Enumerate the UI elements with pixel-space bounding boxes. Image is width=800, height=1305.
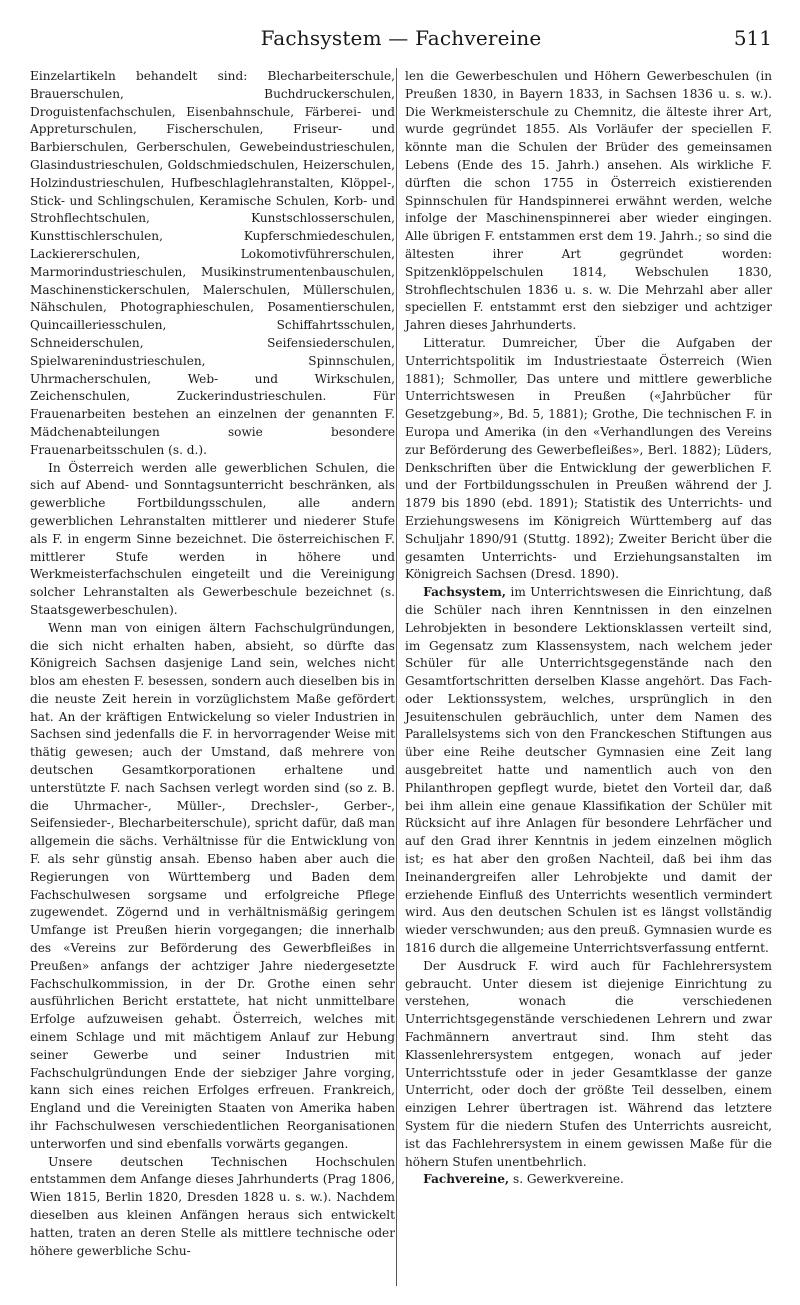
- paragraph-text: im Unterrichtswesen die Einrichtung, daß die Schüler nach ihren Kenntnissen in den einzelnen Lehrobjekten in besondere Lektionsklassen verteilt sind, im Gegensatz zum Klassensystem, nach welchem jeder Schüler für alle Unterrichtsgegenstände nach den Gesamtfortschritten derselben Klasse angehört. Das Fach- oder Lektionssystem, welches, ursprünglich in den Jesuitenschulen gebräuchlich, unter dem Namen des Parallelsystems sich von den Franckeschen Stiftungen aus über eine Reihe deutscher Gymnasien eine Zeit lang ausgebreitet hatte und namentlich auch von den Philanthropen gepflegt wurde, bietet den Vorteil dar, daß bei ihm allein eine genaue Klassifikation der Schüler mit Rücksicht auf ihre Anlagen für besondere Lehrfächer und auf den Grad ihrer Kenntnis in jedem einzelnen möglich ist; es hat aber den großen Nachteil, daß bei ihm das Ineinandergreifen aller Lehrobjekte und damit der erziehende Einfluß des Unterrichts wesentlich vermindert wird. Aus den deutschen Schulen ist es längst vollständig wieder verschwunden; aus den preuß. Gymnasien wurde es 1816 durch die allgemeine Unterrichtsverfassung entfernt.: [405, 585, 772, 956]
- paragraph-text: len die Gewerbeschulen und Höhern Gewerbeschulen (in Preußen 1830, in Bayern 1833, in Sachsen 1836 u. s. w.). Die Werkmeisterschule zu Chemnitz, die älteste ihrer Art, wurde gegründet 1855. Als Vorläufer der speciellen F. könnte man die Schulen der Brüder des gemeinsamen Lebens (Ende des 15. Jahrh.) ansehen. Als wirkliche F. dürften die schon 1755 in Österreich existierenden Spinnschulen für Handspinnerei erwähnt werden, welche infolge der Maschinenspinnerei aber wieder eingingen. Alle übrigen F. entstammen erst dem 19. Jahrh.; so sind die ältesten ihrer Art gegründet worden: Spitzenklöppelschulen 1814, Webschulen 1830, Strohflechtschulen 1836 u. s. w. Die Mehrzahl aber aller speciellen F. entstammt erst den siebziger und achtziger Jahren dieses Jahrhunderts.: [405, 69, 772, 333]
- column-divider: [396, 68, 397, 1286]
- paragraph-text: Litteratur. Dumreicher, Über die Aufgaben der Unterrichtspolitik im Industriestaate Österreich (Wien 1881); Schmoller, Das untere und mittlere gewerbliche Unterrichtswesen in Preußen («Jahrbücher für Gesetzgebung», Bd. 5, 1881); Grothe, Die technischen F. in Europa und Amerika (in den «Verhandlungen des Vereins zur Beförderung des Gewerbefleißes», Berl. 1882); Lüders, Denkschriften über die Entwicklung der gewerblichen F. und der Fortbildungsschulen in Preußen während der J. 1879 bis 1890 (ebd. 1891); Statistik des Unterrichts- und Erziehungswesens im Königreich Württemberg auf das Schuljahr 1890/91 (Stuttg. 1892); Zweiter Bericht über die gesamten Unterrichts- und Erziehungsanstalten im Königreich Sachsen (Dresd. 1890).: [405, 335, 772, 582]
- left-column: [30, 68, 395, 1260]
- paragraph: [30, 68, 395, 460]
- entry-headword: Fachvereine,: [423, 1172, 510, 1187]
- paragraph-text: In Österreich werden alle gewerblichen Schulen, die sich auf Abend- und Sonntagsunterricht beschränken, als gewerbliche Fortbildungsschulen, alle andern gewerblichen Lehranstalten mittlerer und niederer Stufe als F. in engerm Sinne bezeichnet. Die österreichischen F. mittlerer Stufe werden in höhere und Werkmeisterfachschulen eingeteilt und die Vereinigung solcher Lehranstalten als Gewerbeschule bezeichnet (s. Staatsgewerbeschulen).: [30, 460, 395, 617]
- paragraph-text: Unsere deutschen Technischen Hochschulen entstammen dem Anfange dieses Jahrhunderts (Prag 1806, Wien 1815, Berlin 1820, Dresden 1828 u. s. w.). Nachdem dieselben aus kleinen Anfängen heraus sich entwickelt hatten, traten an deren Stelle als mittlere technische oder höhere gewerbliche Schu-: [30, 1154, 395, 1258]
- paragraph: [30, 1154, 395, 1261]
- cross-reference: s. Gewerkvereine.: [509, 1172, 624, 1187]
- paragraph-text: Einzelartikeln behandelt sind: Blecharbeiterschule, Brauerschulen, Buchdruckerschulen, Droguistenfachschulen, Eisenbahnschule, Färberei- und Appreturschulen, Fischerschulen, Friseur- und Barbierschulen, Gerberschulen, Gewebeindustrieschulen, Glasindustrieschulen, Goldschmiedschulen, Heizerschulen, Holzindustrieschulen, Hufbeschlaglehranstalten, Klöppel-, Stick- und Schlingschulen, Keramische Schulen, Korb- und Strohflechtschulen, Kunstschlosserschulen, Kunsttischlerschulen, Kupferschmiedeschulen, Lackiererschulen, Lokomotivführerschulen, Marmorindustrieschulen, Musikinstrumentenbauschulen, Maschinenstickerschulen, Malerschulen, Müllerschulen, Nähschulen, Photographieschulen, Posamentierschulen, Quincailleriesschulen, Schiffahrtsschulen, Schneiderschulen, Seifensiederschulen, Spielwarenindustrieschulen, Spinnschulen, Uhrmacherschulen, Web- und Wirkschulen, Zeichenschulen, Zuckerindustrieschulen. Für Frauenarbeiten bestehen an einzelnen der genannten F. Mädchenabteilungen sowie besondere Frauenarbeitsschulen (s. d.).: [30, 69, 395, 457]
- page-number: 511: [733, 26, 772, 50]
- paragraph-text: Wenn man von einigen ältern Fachschulgründungen, die sich nicht erhalten haben, absieht, so dürfte das Königreich Sachsen dasjenige Land sein, welches nicht blos am ehesten F. besessen, sondern auch dieselben bis in die neuste Zeit herein in vorzüglichstem Maße gefördert hat. An der kräftigen Entwickelung so vieler Industrien in Sachsen sind jedenfalls die F. in hervorragender Weise mit thätig gewesen; auch der Umstand, daß mehrere von deutschen Gesamtkorporationen erhaltene und unterstützte F. nach Sachsen verlegt worden sind (so z. B. die Uhrmacher-, Müller-, Drechsler-, Gerber-, Seifensieder-, Blecharbeiterschule), spricht dafür, daß man allgemein die sächs. Verhältnisse für die Entwicklung von F. als sehr günstig ansah. Ebenso haben aber auch die Regierungen von Württemberg und Baden dem Fachschulwesen sorgsame und erfolgreiche Pflege zugewendet. Zögernd und in verhältnismäßig geringem Umfange ist Preußen hierin vorgegangen; die innerhalb des «Vereins zur Beförderung des Gewerbfleißes in Preußen» anfangs der achtziger Jahre niedergesetzte Fachschulkommission, in der Dr. Grothe einen sehr ausführlichen Bericht erstattete, hat nicht unmittelbare Erfolge aufzuweisen gehabt. Österreich, welches mit einem Schlage und mit mächtigem Anlauf zur Hebung seiner Gewerbe und seiner Industrien mit Fachschulgründungen Ende der siebziger Jahre vorging, kann sich eines reichen Erfolges erfreuen. Frankreich, England und die Vereinigten Staaten von Amerika haben ihr Fachschulwesen verschiedentlichen Reorganisationen unterworfen und sind ebenfalls vorwärts gegangen.: [30, 620, 395, 1151]
- paragraph: [30, 460, 395, 620]
- page-header: [30, 26, 772, 60]
- paragraph: [30, 620, 395, 1154]
- entry-fachsystem: [405, 584, 772, 958]
- paragraph: [405, 958, 772, 1172]
- paragraph: [405, 68, 772, 335]
- entry-headword: Fachsystem,: [423, 585, 506, 600]
- paragraph-text: Der Ausdruck F. wird auch für Fachlehrersystem gebraucht. Unter diesem ist diejenige Einrichtung zu verstehen, wonach die verschiedenen Unterrichtsgegenstände verschiedenen Lehrern und zwar Fachmännern anvertraut sind. Ihm steht das Klassenlehrersystem entgegen, wonach auf jeder Unterrichtsstufe oder in jeder Gesamtklasse der ganze Unterricht, oder doch der größte Teil desselben, einem einzigen Lehrer übertragen ist. Während das letztere System für die niedern Stufen des Unterrichts ausreicht, ist das Fachlehrersystem in einem gewissen Maße für die höhern Stufen unentbehrlich.: [405, 958, 772, 1169]
- running-head: Fachsystem — Fachvereine: [260, 26, 542, 50]
- right-column: [405, 68, 772, 1189]
- entry-fachvereine: [405, 1171, 772, 1189]
- paragraph: [405, 335, 772, 584]
